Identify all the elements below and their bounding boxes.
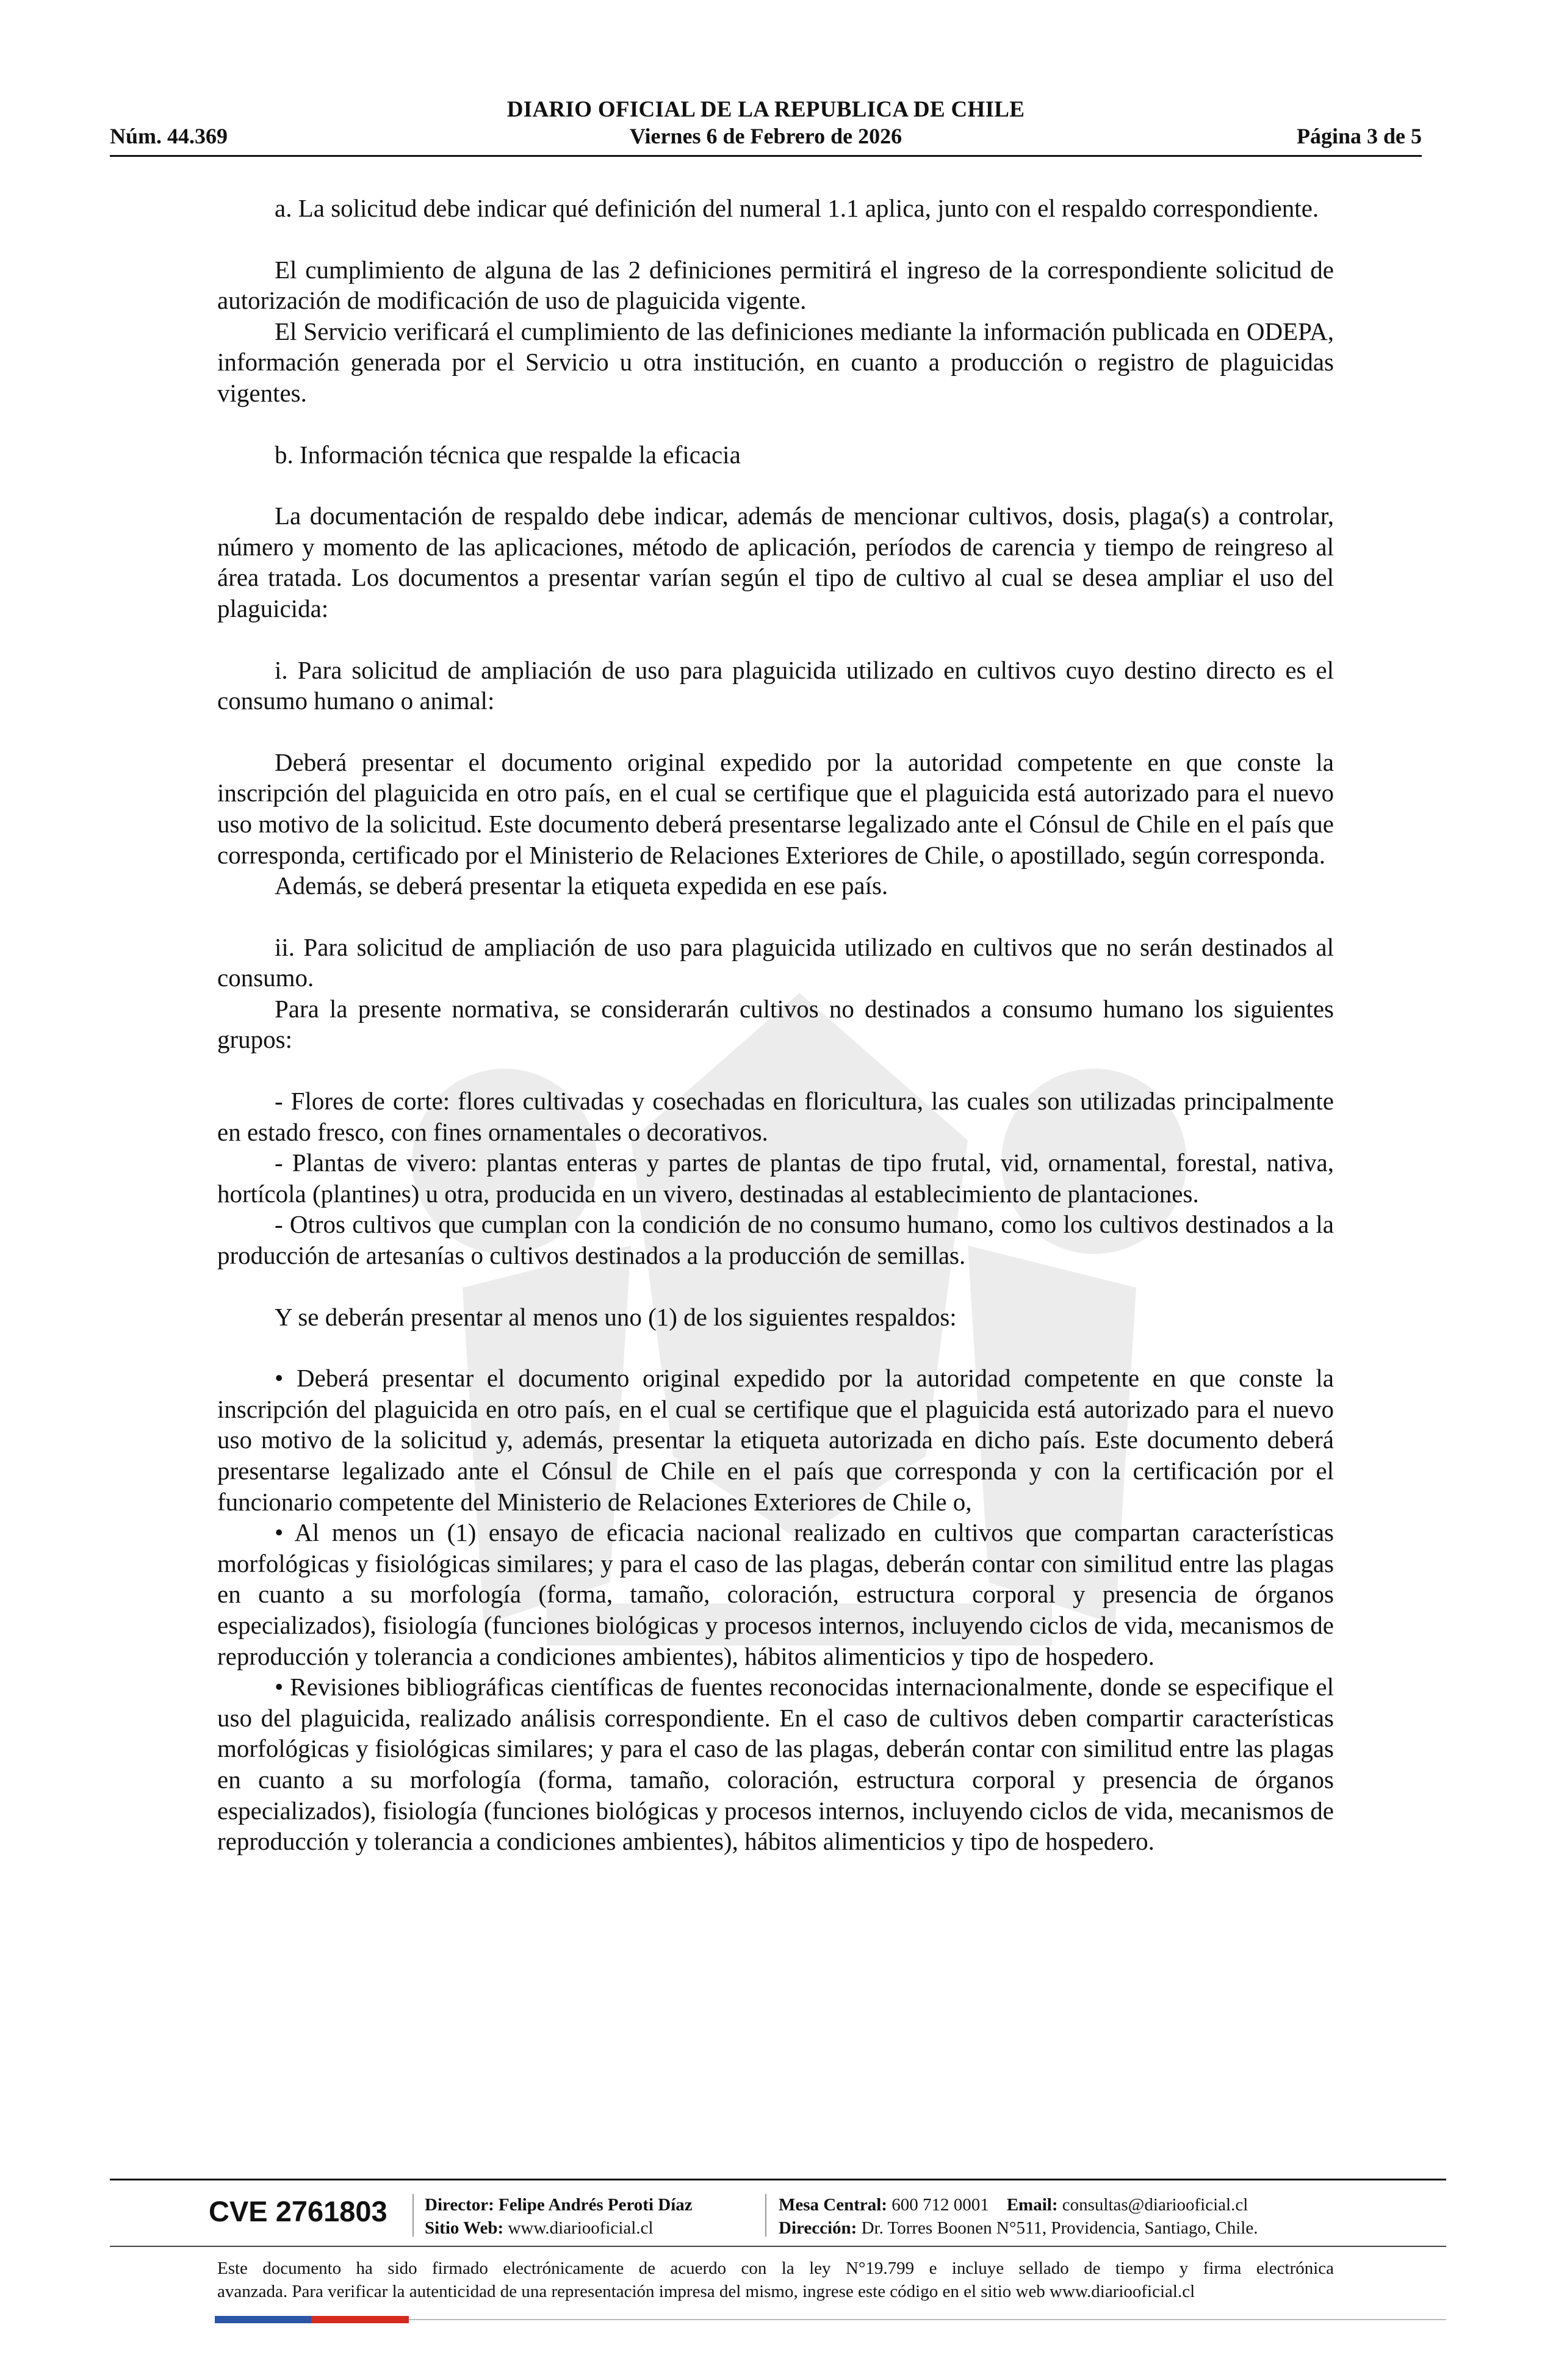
email-label: Email:: [1006, 2195, 1058, 2215]
page-number: Página 3 de 5: [1296, 124, 1422, 148]
paragraph: ii. Para solicitud de ampliación de uso para plaguicida utilizado en cultivos que no serán destinados al consumo.: [217, 932, 1334, 992]
cve-code: CVE 2761803: [209, 2195, 387, 2227]
paragraph: El Servicio verificará el cumplimiento de las definiciones mediante la información publicada en ODEPA, información generada por el Servicio u otra institución, en cuanto a producción o registro de plaguicidas vigentes.: [217, 317, 1334, 407]
footer-divider: [110, 2179, 1446, 2180]
legal-notice: [217, 2257, 1334, 2303]
footer-separator: [765, 2194, 766, 2237]
list-item: • Deberá presentar el documento original expedido por la autoridad competente en que conste la inscripción del plaguicida en otro país, en el cual se certifique que el plaguicida está autorizado para el nuevo uso motivo de la solicitud y, además, presentar la etiqueta autorizada en dicho país. Este documento deberá presentarse legalizado ante el Cónsul de Chile en el país que corresponda y con la certificación por el funcionario competente del Ministerio de Relaciones Exteriores de Chile o,: [217, 1364, 1334, 1516]
website-link[interactable]: www.diariooficial.cl: [508, 2218, 654, 2238]
list-item: - Otros cultivos que cumplan con la condición de no consumo humano, como los cultivos destinados a la producción de artesanías o cultivos destinados a la producción de semillas.: [217, 1210, 1334, 1270]
issue-date: Viernes 6 de Febrero de 2026: [629, 124, 902, 148]
header-divider: [110, 155, 1422, 157]
paragraph: La documentación de respaldo debe indicar, además de mencionar cultivos, dosis, plaga(s) a controlar, número y momento de las aplicaciones, método de aplicación, períodos de carencia y tiempo de reingreso al área tratada. Los documentos a presentar varían según el tipo de cultivo al cual se desea ampliar el uso del plaguicida:: [217, 502, 1334, 622]
email-link[interactable]: consultas@diariooficial.cl: [1062, 2195, 1248, 2215]
phone-number: 600 712 0001: [891, 2195, 989, 2215]
footer-separator: [412, 2194, 414, 2237]
director-name: Felipe Andrés Peroti Díaz: [499, 2195, 693, 2215]
flag-stripe: [215, 2316, 409, 2323]
footer-divider: [110, 2246, 1446, 2247]
page-header: [110, 92, 1422, 153]
list-item: • Al menos un (1) ensayo de eficacia nacional realizado en cultivos que compartan características morfológicas y fisiológicas similares; y para el caso de las plagas, deberán contar con similitud entre las plagas en cuanto a su morfología (forma, tamaño, coloración, estructura corporal y presencia de órganos especializados), fisiología (funciones biológicas y procesos internos, incluyendo ciclos de vida, mecanismos de reproducción y tolerancia a condiciones ambientes), hábitos alimenticios y tipo de hospedero.: [217, 1518, 1334, 1670]
legal-line: avanzada. Para verificar la autenticidad de una representación impresa del mismo, ingrese este código en el sitio web www.diariooficial.cl: [217, 2282, 1195, 2301]
footer-contact-block: [779, 2193, 1258, 2240]
paragraph: Para la presente normativa, se considerarán cultivos no destinados a consumo humano los siguientes grupos:: [217, 994, 1334, 1054]
paragraph: a. La solicitud debe indicar qué definición del numeral 1.1 aplica, junto con el respaldo correspondiente.: [275, 194, 1319, 222]
address: Dr. Torres Boonen N°511, Providencia, Santiago, Chile.: [861, 2218, 1258, 2238]
paragraph: i. Para solicitud de ampliación de uso para plaguicida utilizado en cultivos cuyo destino directo es el consumo humano o animal:: [217, 655, 1334, 715]
phone-label: Mesa Central:: [779, 2195, 887, 2215]
paragraph: El cumplimiento de alguna de las 2 definiciones permitirá el ingreso de la correspondiente solicitud de autorización de modificación de uso de plaguicida vigente.: [217, 255, 1334, 315]
list-item: - Plantas de vivero: plantas enteras y partes de plantas de tipo frutal, vid, ornamental, forestal, nativa, hortícola (plantines) u otra, producida en un vivero, destinadas al establecimiento de plantaciones.: [217, 1149, 1334, 1208]
paragraph: Y se deberán presentar al menos uno (1) de los siguientes respaldos:: [275, 1302, 957, 1331]
flag-red-stripe: [311, 2316, 409, 2323]
newspaper-title: DIARIO OFICIAL DE LA REPUBLICA DE CHILE: [506, 97, 1025, 122]
director-label: Director:: [425, 2195, 494, 2215]
legal-line: Este documento ha sido firmado electrónicamente de acuerdo con la ley N°19.799 e incluye sellado de tiempo y firma electrónica: [217, 2259, 1334, 2278]
list-item: • Revisiones bibliográficas científicas de fuentes reconocidas internacionalmente, donde se especifique el uso del plaguicida, realizado análisis correspondiente. En el caso de cultivos deben compartir características morfológicas y fisiológicas similares; y para el caso de las plagas, deberán contar con similitud entre las plagas en cuanto a su morfología (forma, tamaño, coloración, estructura corporal y presencia de órganos especializados), fisiología (funciones biológicas y procesos internos, incluyendo ciclos de vida, mecanismos de reproducción y tolerancia a condiciones ambientes), hábitos alimenticios y tipo de hospedero.: [217, 1673, 1334, 1856]
address-label: Dirección:: [779, 2218, 857, 2238]
article-body: [217, 193, 1334, 1857]
paragraph: Deberá presentar el documento original expedido por la autoridad competente en que conste la inscripción del plaguicida en otro país, en el cual se certifique que el plaguicida está autorizado para el nuevo uso motivo de la solicitud. Este documento deberá presentarse legalizado ante el Cónsul de Chile en el país que corresponda, certificado por el Ministerio de Relaciones Exteriores de Chile, o apostillado, según corresponda.: [217, 748, 1334, 869]
section-heading: b. Información técnica que respalde la eficacia: [275, 440, 741, 469]
issue-number: Núm. 44.369: [110, 124, 228, 148]
list-item: - Flores de corte: flores cultivadas y cosechadas en floricultura, las cuales son utilizadas principalmente en estado fresco, con fines ornamentales o decorativos.: [217, 1087, 1334, 1146]
footer-director-block: [425, 2193, 693, 2240]
website-label: Sitio Web:: [425, 2218, 504, 2238]
paragraph: Además, se deberá presentar la etiqueta expedida en ese país.: [275, 871, 888, 900]
footer-divider: [409, 2319, 1446, 2320]
flag-blue-stripe: [215, 2316, 311, 2323]
